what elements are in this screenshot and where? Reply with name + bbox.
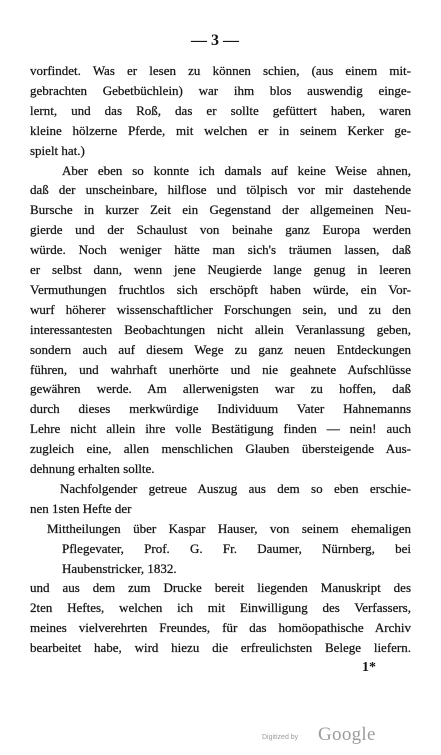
text-line: Lehre nicht allein ihre volle Bestätigung finden — nein! auch	[30, 421, 411, 436]
text-line: Aber eben so konnte ich damals auf keine Weise ahnen,	[62, 163, 411, 178]
text-line: gewähren werde. Am allerwenigsten war zu hoffen, daß	[30, 381, 411, 396]
text-line: dehnung erhalten sollte.	[30, 461, 155, 476]
text-line: würde. Noch weniger hätte man sich's träumen lassen, daß	[30, 242, 411, 257]
text-line: er selbst dann, wenn jene Neugierde lange genug in leeren	[30, 262, 411, 277]
citation-line: Pflegevater, Prof. G. Fr. Daumer, Nürnberg, bei	[62, 541, 411, 556]
text-line: und aus dem zum Drucke bereit liegenden Manuskript des	[30, 580, 411, 595]
text-line: lernt, und das Roß, das er sollte gefüttert haben, waren	[30, 103, 411, 118]
text-line: interessantesten Beobachtungen nicht allein Veranlassung geben,	[30, 322, 411, 337]
text-line: meines vielverehrten Freundes, für das homöopathische Archiv	[30, 620, 411, 635]
text-line: nen 1sten Hefte der	[30, 501, 132, 516]
citation-line: Haubenstricker, 1832.	[62, 561, 177, 576]
text-line: gebrachten Gebetbüchlein) war ihm blos auswendig einge-	[30, 83, 411, 98]
citation-line: Mittheilungen über Kaspar Hauser, von seinem ehemaligen	[47, 521, 411, 536]
text-line: Nachfolgender getreue Auszug aus dem so eben erschie-	[60, 481, 411, 496]
digitized-by-label: Digitized by	[262, 734, 299, 741]
text-line: daß der unscheinbare, hilflose und tölpisch vor mir dastehende	[30, 182, 411, 197]
text-line: zugleich eine, allen menschlichen Glauben übersteigende Aus-	[30, 441, 411, 456]
text-line: Bursche in kurzer Zeit ein Gegenstand der allgemeinen Neu-	[30, 202, 411, 217]
text-line: durch dieses merkwürdige Individuum Vater Hahnemanns	[30, 401, 411, 416]
text-line: führen, und wahrhaft unerhörte und nie geahnete Aufschlüsse	[30, 362, 411, 377]
page-number: — 3 —	[191, 32, 239, 49]
google-logo: Google	[318, 724, 376, 745]
text-line: 2ten Heftes, welchen ich mit Einwilligung des Verfassers,	[30, 600, 411, 615]
text-line: sondern auch auf diesem Wege zu ganz neuen Entdeckungen	[30, 342, 411, 357]
text-line: Vermuthungen fruchtlos sich erschöpft haben würde, ein Vor-	[30, 282, 411, 297]
text-line: gierde und der Schaulust von beinahe ganz Europa werden	[30, 222, 411, 237]
text-line: kleine hölzerne Pferde, mit welchen er in seinem Kerker ge-	[30, 123, 411, 138]
text-line: vorfindet. Was er lesen zu können schien, (aus einem mit-	[30, 63, 411, 78]
text-line: wurf höherer wissenschaftlicher Forschungen sein, und zu den	[30, 302, 411, 317]
signature-mark: 1*	[362, 660, 376, 675]
text-line: bearbeitet habe, wird hiezu die erfreulichsten Belege liefern.	[30, 640, 411, 655]
text-line: spielt hat.)	[30, 143, 85, 158]
